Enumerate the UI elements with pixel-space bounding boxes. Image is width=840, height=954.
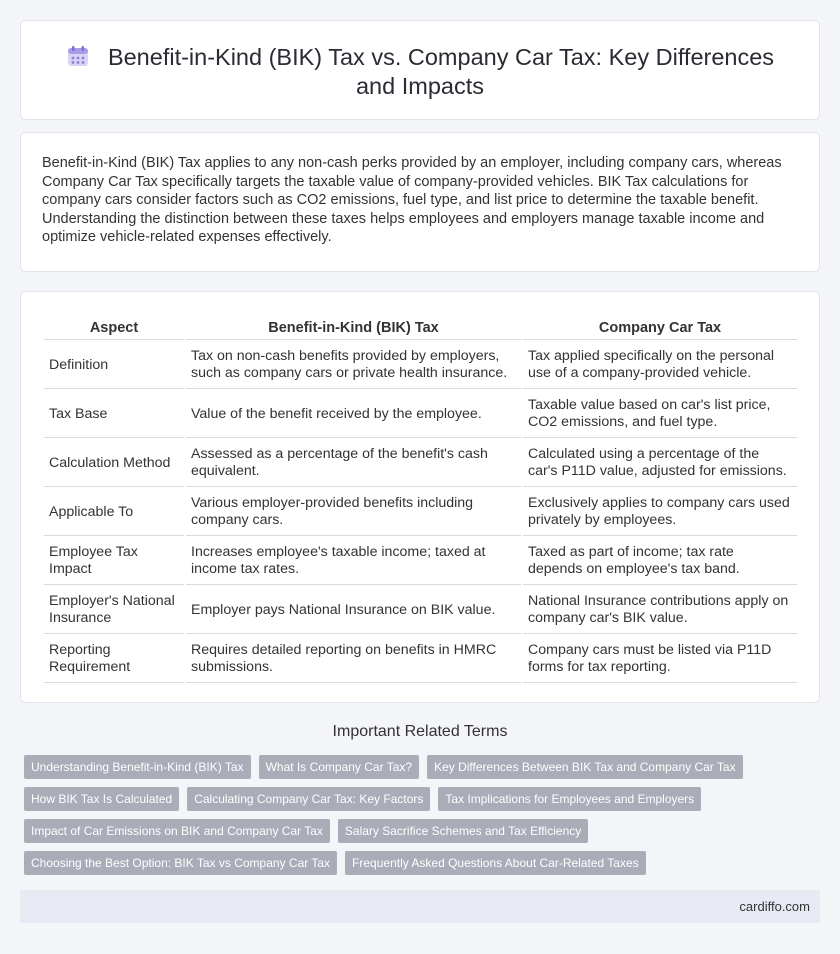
calendar-icon bbox=[66, 44, 90, 68]
company-car-cell: Taxed as part of income; tax rate depends on employee's tax band. bbox=[523, 538, 797, 585]
table-row bbox=[44, 587, 797, 634]
related-term-link[interactable]: Calculating Company Car Tax: Key Factors bbox=[187, 787, 430, 811]
related-terms-list bbox=[24, 755, 744, 883]
related-term-link[interactable]: Key Differences Between BIK Tax and Company Car Tax bbox=[427, 755, 743, 779]
aspect-cell: Employer's National Insurance bbox=[44, 587, 184, 634]
aspect-cell: Applicable To bbox=[44, 489, 184, 536]
company-car-cell: Calculated using a percentage of the car's P11D value, adjusted for emissions. bbox=[523, 440, 797, 487]
page-title-text: Benefit-in-Kind (BIK) Tax vs. Company Car Tax: Key Differences and Impacts bbox=[107, 44, 775, 99]
bik-cell: Various employer-provided benefits including company cars. bbox=[186, 489, 521, 536]
company-car-cell: Exclusively applies to company cars used privately by employees. bbox=[523, 489, 797, 536]
bik-cell: Value of the benefit received by the employee. bbox=[186, 391, 521, 438]
aspect-cell: Employee Tax Impact bbox=[44, 538, 184, 585]
bik-cell: Tax on non-cash benefits provided by employers, such as company cars or private health insurance. bbox=[186, 342, 521, 389]
footer-site-name: cardiffo.com bbox=[739, 899, 810, 914]
chip-row bbox=[24, 851, 744, 875]
comparison-table bbox=[42, 316, 799, 685]
table-row bbox=[44, 538, 797, 585]
company-car-cell: Company cars must be listed via P11D forms for tax reporting. bbox=[523, 636, 797, 683]
company-car-cell: Tax applied specifically on the personal use of a company-provided vehicle. bbox=[523, 342, 797, 389]
related-term-link[interactable]: Salary Sacrifice Schemes and Tax Efficiency bbox=[338, 819, 588, 843]
aspect-cell: Tax Base bbox=[44, 391, 184, 438]
intro-card bbox=[20, 132, 820, 272]
intro-paragraph: Benefit-in-Kind (BIK) Tax applies to any non-cash perks provided by an employer, including company cars, whereas Company Car Tax specifically targets the taxable value of company-provided vehicles. BIK Tax calculations for company cars consider factors such as CO2 emissions, fuel type, and list price to determine the taxable benefit. Understanding the distinction between these taxes helps employees and employers manage taxable income and optimize vehicle-related expenses effectively. bbox=[42, 155, 782, 245]
table-header-row bbox=[44, 318, 797, 340]
bik-cell: Employer pays National Insurance on BIK value. bbox=[186, 587, 521, 634]
footer bbox=[20, 890, 820, 923]
table-row bbox=[44, 636, 797, 683]
chip-row bbox=[24, 787, 744, 811]
header-company-car-tax: Company Car Tax bbox=[523, 318, 797, 340]
table-row bbox=[44, 440, 797, 487]
company-car-cell: National Insurance contributions apply on company car's BIK value. bbox=[523, 587, 797, 634]
related-term-link[interactable]: Impact of Car Emissions on BIK and Company Car Tax bbox=[24, 819, 330, 843]
bik-cell: Increases employee's taxable income; taxed at income tax rates. bbox=[186, 538, 521, 585]
related-term-link[interactable]: How BIK Tax Is Calculated bbox=[24, 787, 179, 811]
header-aspect: Aspect bbox=[44, 318, 184, 340]
header-bik-tax: Benefit-in-Kind (BIK) Tax bbox=[186, 318, 521, 340]
table-row bbox=[44, 391, 797, 438]
company-car-cell: Taxable value based on car's list price, CO2 emissions, and fuel type. bbox=[523, 391, 797, 438]
chip-row bbox=[24, 819, 744, 843]
related-term-link[interactable]: Understanding Benefit-in-Kind (BIK) Tax bbox=[24, 755, 251, 779]
bik-cell: Assessed as a percentage of the benefit's cash equivalent. bbox=[186, 440, 521, 487]
related-term-link[interactable]: Choosing the Best Option: BIK Tax vs Company Car Tax bbox=[24, 851, 337, 875]
aspect-cell: Calculation Method bbox=[44, 440, 184, 487]
aspect-cell: Definition bbox=[44, 342, 184, 389]
bik-cell: Requires detailed reporting on benefits in HMRC submissions. bbox=[186, 636, 521, 683]
related-terms-heading: Important Related Terms bbox=[332, 723, 508, 740]
page-title bbox=[61, 43, 779, 101]
table-row bbox=[44, 342, 797, 389]
comparison-table-card bbox=[20, 291, 820, 703]
related-term-link[interactable]: What Is Company Car Tax? bbox=[259, 755, 420, 779]
related-term-link[interactable]: Frequently Asked Questions About Car-Related Taxes bbox=[345, 851, 646, 875]
chip-row bbox=[24, 755, 744, 779]
aspect-cell: Reporting Requirement bbox=[44, 636, 184, 683]
title-card bbox=[20, 20, 820, 120]
table-row bbox=[44, 489, 797, 536]
related-term-link[interactable]: Tax Implications for Employees and Employers bbox=[438, 787, 701, 811]
